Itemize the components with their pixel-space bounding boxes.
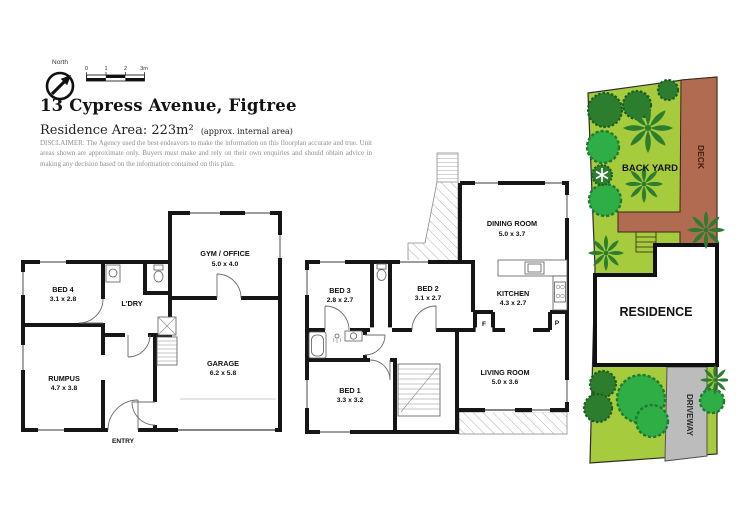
scale-tick-3: 3m — [140, 66, 148, 72]
room-label-garage: GARAGE — [206, 359, 240, 368]
lower-floor-plan — [20, 195, 290, 445]
room-dims-garage: 6.2 x 5.8 — [209, 370, 237, 377]
rear-deck — [459, 412, 567, 434]
room-dims-dining: 5.0 x 3.7 — [498, 231, 526, 238]
north-label: North — [52, 59, 68, 66]
tree — [588, 93, 622, 127]
shower-rose — [335, 334, 339, 338]
fern-tree — [588, 235, 624, 271]
fridge-label: F — [481, 321, 487, 328]
compass-needle — [52, 82, 64, 94]
room-label-entry: ENTRY — [111, 438, 135, 445]
room-dims-bed4: 3.1 x 2.8 — [49, 296, 77, 303]
driveway-label: DRIVEWAY — [685, 394, 694, 436]
scale-tick-0: 0 — [84, 66, 89, 72]
room-label-living: LIVING ROOM — [480, 368, 530, 377]
room-dims-rumpus: 4.7 x 3.8 — [50, 385, 78, 392]
residence-area-label: Residence Area: 223m² — [40, 123, 194, 138]
back-yard-label: BACK YARD — [622, 163, 678, 174]
scale-tick-1: 1 — [104, 66, 108, 72]
scale-bar — [84, 62, 150, 86]
wc-toilet-bowl — [377, 270, 386, 281]
tree — [589, 184, 621, 216]
lower-stairs — [157, 337, 177, 365]
pantry-label: P — [554, 320, 560, 327]
upper-stairs — [398, 364, 440, 416]
tree — [658, 80, 678, 100]
room-label-bed2: BED 2 — [417, 284, 439, 293]
room-label-dining: DINING ROOM — [486, 219, 538, 228]
room-label-gym: GYM / OFFICE — [200, 249, 250, 258]
tree — [587, 131, 619, 163]
residence-area-note: (approx. internal area) — [200, 127, 293, 136]
site-plan — [578, 60, 728, 480]
cooktop — [555, 282, 566, 302]
lower-openings — [100, 295, 276, 432]
room-dims-living: 5.0 x 3.6 — [491, 379, 519, 386]
external-stairs — [437, 153, 458, 183]
room-dims-bed1: 3.3 x 3.2 — [336, 397, 364, 404]
room-dims-bed3: 2.8 x 2.7 — [326, 297, 354, 304]
palm-top-tree — [592, 165, 612, 185]
toilet-tank — [154, 265, 163, 270]
room-label-bed1: BED 1 — [339, 386, 361, 395]
page-title: 13 Cypress Avenue, Figtree — [40, 96, 297, 115]
lower-fixtures — [106, 265, 177, 365]
toilet-bowl — [154, 271, 163, 282]
tree — [700, 389, 724, 413]
room-label-kitchen: KITCHEN — [496, 289, 530, 298]
residence-area-line — [40, 119, 293, 138]
room-dims-kitchen: 4.3 x 2.7 — [499, 300, 527, 307]
wc-toilet-tank — [377, 264, 386, 269]
room-dims-bed2: 3.1 x 2.7 — [414, 295, 442, 302]
room-label-bed3: BED 3 — [329, 286, 351, 295]
fern-tree — [623, 103, 673, 153]
room-label-bed4: BED 4 — [52, 285, 74, 294]
deck-label: DECK — [696, 144, 706, 170]
tree — [584, 394, 612, 422]
side-deck — [408, 182, 458, 262]
tree — [636, 405, 668, 437]
scale-tick-2: 2 — [123, 66, 128, 72]
tree — [590, 371, 616, 397]
upper-floor-plan — [300, 150, 580, 450]
room-label-rumpus: RUMPUS — [48, 374, 80, 383]
disclaimer-text: DISCLAIMER: The Agency used the best endeavors to make the information on this floorplan accurate and true. Unit areas shown are approximate only. Buyers must make and rely on their own enquiries and should obtain advice in making any decision based on the information contained on this plan. — [40, 139, 372, 168]
room-dims-gym: 5.0 x 4.0 — [211, 261, 239, 268]
fern-tree — [687, 211, 725, 249]
residence-label: RESIDENCE — [619, 305, 693, 319]
room-label-ldry: L'DRY — [121, 299, 143, 308]
